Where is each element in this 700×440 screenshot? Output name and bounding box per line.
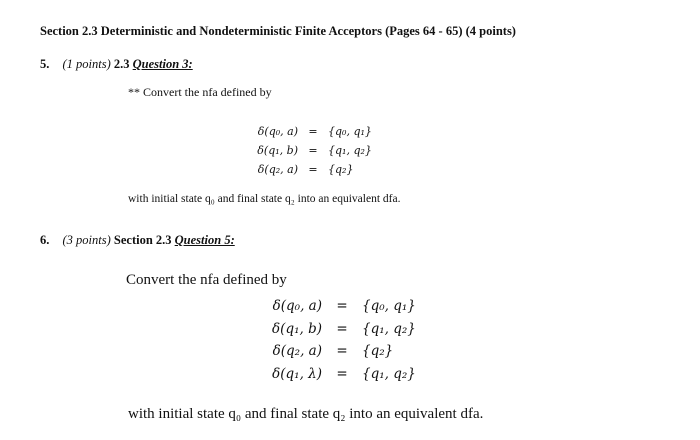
equation-rhs: {q₀, q₁} bbox=[362, 298, 416, 314]
equation-lhs: δ(q₀, a) bbox=[272, 298, 322, 314]
equation-lhs: δ(q₁, λ) bbox=[272, 365, 322, 382]
equation-lhs: δ(q₂, a) bbox=[257, 163, 298, 176]
section-title: Section 2.3 Deterministic and Nondeterministic Finite Acceptors (Pages 64 - 65) (4 points) bbox=[40, 24, 516, 38]
question-6-equations bbox=[240, 298, 452, 388]
equation-row bbox=[220, 125, 408, 144]
equation-rhs: {q₁, q₂} bbox=[328, 144, 372, 157]
equation-lhs: δ(q₂, a) bbox=[272, 343, 322, 359]
question-6-points: (3 points) bbox=[62, 233, 111, 247]
equation-operator: = bbox=[336, 365, 348, 382]
question-5-points: (1 points) bbox=[62, 57, 111, 71]
equation-operator: = bbox=[308, 125, 318, 138]
equation-row bbox=[240, 321, 452, 344]
equation-operator: = bbox=[336, 320, 348, 337]
question-6-conclusion: with initial state q₀ and final state q₂ into an equivalent dfa. bbox=[128, 406, 484, 422]
question-5-number: 5. bbox=[40, 57, 50, 71]
equation-operator: = bbox=[336, 343, 348, 359]
equation-operator: = bbox=[336, 298, 348, 314]
equation-row bbox=[220, 144, 408, 163]
equation-row bbox=[240, 343, 452, 366]
question-6-section-ref: Section 2.3 bbox=[113, 233, 172, 247]
equation-rhs: {q₀, q₁} bbox=[328, 125, 372, 138]
question-5-section-ref: 2.3 bbox=[113, 57, 130, 71]
question-5-header bbox=[40, 57, 193, 72]
equation-rhs: {q₁, q₂} bbox=[362, 320, 416, 337]
equation-row bbox=[240, 366, 452, 389]
equation-rhs: {q₁, q₂} bbox=[362, 365, 416, 382]
equation-lhs: δ(q₁, b) bbox=[257, 144, 298, 157]
question-5-conclusion: with initial state q₀ and final state q₂ into an equivalent dfa. bbox=[128, 193, 401, 205]
question-5-equations bbox=[220, 125, 408, 182]
question-6-header bbox=[40, 233, 235, 248]
equation-row bbox=[220, 163, 408, 182]
equation-rhs: {q₂} bbox=[362, 343, 394, 359]
equation-row bbox=[240, 298, 452, 321]
equation-operator: = bbox=[308, 144, 318, 157]
equation-lhs: δ(q₁, b) bbox=[272, 320, 322, 337]
question-6-prompt: Convert the nfa defined by bbox=[126, 272, 287, 288]
equation-lhs: δ(q₀, a) bbox=[257, 125, 298, 138]
question-5-prompt: ** Convert the nfa defined by bbox=[128, 85, 272, 99]
equation-rhs: {q₂} bbox=[328, 163, 354, 176]
question-6-link[interactable]: Question 5: bbox=[174, 233, 235, 247]
question-6-number: 6. bbox=[40, 233, 50, 247]
question-5-link[interactable]: Question 3: bbox=[132, 57, 193, 71]
equation-operator: = bbox=[308, 163, 318, 176]
